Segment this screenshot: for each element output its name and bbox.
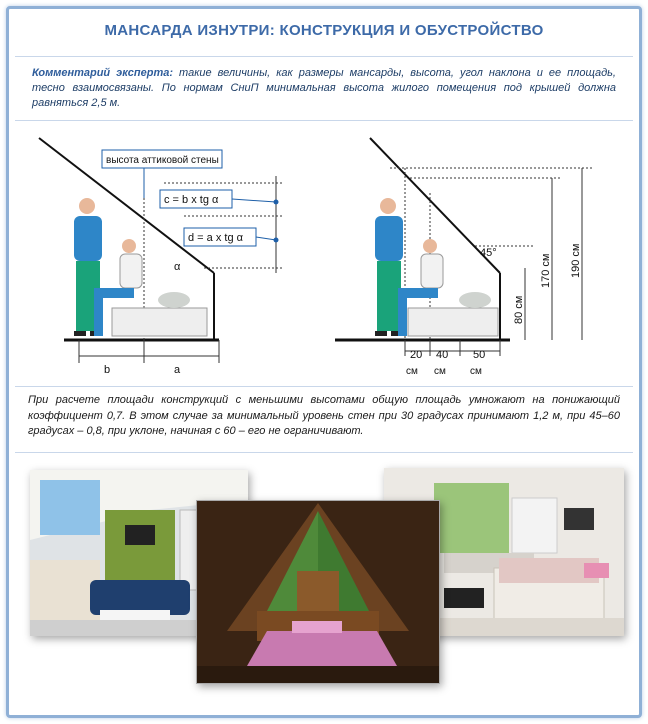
unit-label: см (434, 366, 446, 377)
width-40: 40 (436, 349, 449, 361)
person-shirt (74, 216, 102, 261)
calculation-paragraph: При расчете площади конструкций с меньшими высотами общую площадь умножают на понижающий коэффициент 0,7. В этом случае за минимальный уровень стен при 30 градусах принимают 1,2 м, при 45–60 градусах – 0,8, при уклоне, начиная с 60 – его не ограничивают. (28, 394, 620, 437)
height-170: 170 см (540, 253, 552, 288)
comment-text: такие величины, как размеры мансарды, высота, угол наклона и ее площадь, тесно взаимосвязаны. По нормам СниП минимальная высота жилого помещения под крышей должна равняться 2,5 м. (32, 67, 616, 109)
callout-attic-wall: высота аттиковой стены (106, 155, 219, 166)
width-50: 50 (473, 349, 486, 361)
divider (15, 56, 633, 57)
attic-wall-diagram (24, 128, 324, 383)
angle-45: 45° (480, 247, 497, 259)
height-190: 190 см (570, 243, 582, 278)
unit-label: см (470, 366, 482, 377)
divider (15, 386, 633, 387)
formula-c: c = b x tg α (164, 194, 219, 206)
height-norm-diagram (330, 128, 630, 383)
divider (15, 120, 633, 121)
width-20: 20 (410, 349, 423, 361)
page-title: МАНСАРДА ИЗНУТРИ: КОНСТРУКЦИЯ И ОБУСТРОЙСТВО (104, 22, 544, 39)
angle-label: α (174, 261, 181, 273)
dim-b: b (104, 364, 111, 376)
formula-d: d = a x tg α (188, 232, 243, 244)
unit-label: см (406, 366, 418, 377)
comment-label: Комментарий эксперта: (32, 67, 174, 79)
person-head (79, 198, 95, 214)
photo-attic-wooden-bedroom (196, 500, 440, 684)
expert-comment (32, 66, 616, 111)
height-80: 80 см (513, 295, 525, 324)
dim-a: a (174, 364, 181, 376)
divider (15, 452, 633, 453)
